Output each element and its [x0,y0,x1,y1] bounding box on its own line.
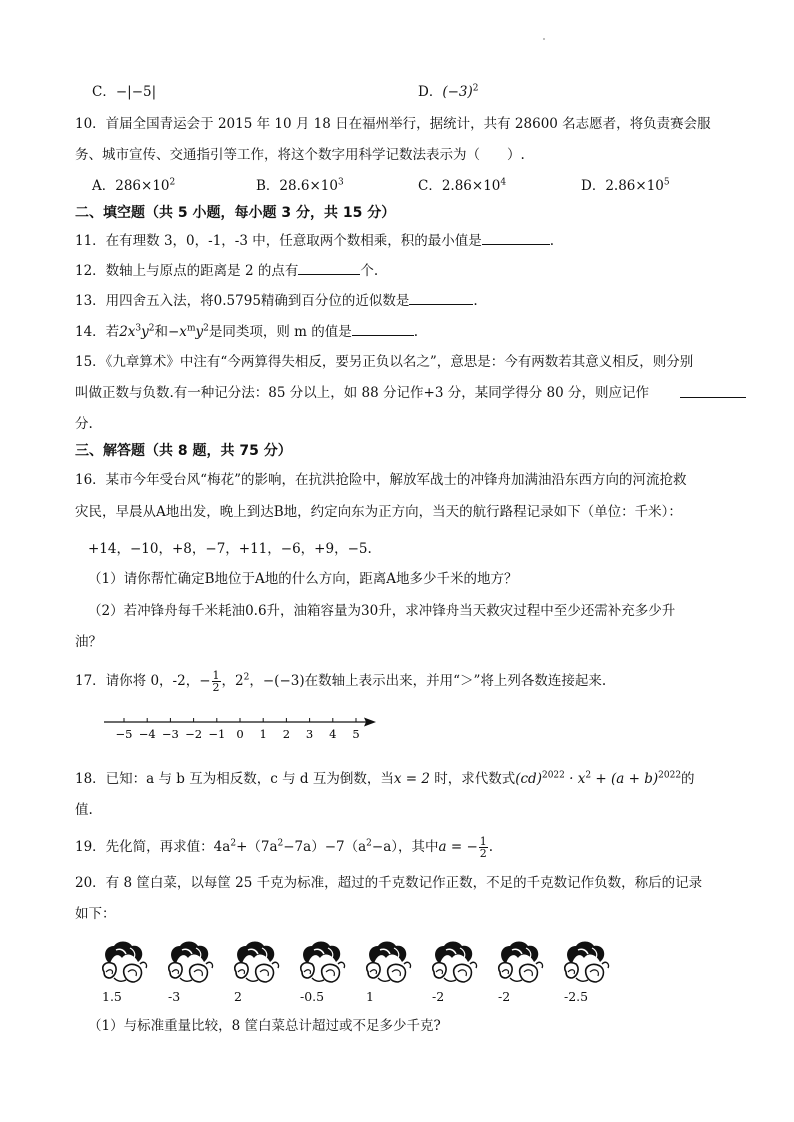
q12-text: 12．数轴上与原点的距离是 2 的点有 [75,263,299,279]
q19-exp2: 2 [277,838,284,849]
q14-term2-exp1: m [186,323,196,334]
q14-term1-y: y [141,324,149,340]
q17-frac-den: 2 [212,681,220,694]
q14-post: 是同类项，则 m 的值是 [208,324,352,340]
q17-pre: 17．请你将 0，-2，− [75,673,211,689]
q17-mid1-exp: 2 [243,672,250,683]
q18-expr-b: · x [564,771,586,787]
q19-end: . [488,839,494,855]
section-2-heading: 二、填空题（共 5 小题，每小题 3 分，共 15 分） [75,205,396,221]
cabbage-basket-icon [492,938,548,988]
q10-option-c [418,176,506,196]
q17-frac-num: 1 [212,669,220,682]
q9-option-d-exp: 2 [472,83,479,94]
cabbage-basket-icon [426,938,482,988]
number-line-tick-label: 4 [329,727,337,741]
q16-sub2a: （2）若冲锋舟每千米耗油0.6升，油箱容量为30升，求冲锋舟当天救灾过程中至少还需补充多少升 [88,603,676,619]
number-line-tick-label: −3 [161,727,179,741]
q12-end: 个. [360,263,379,279]
q16-sub2b: 油？ [75,634,102,650]
q10-option-b-label: B．28.6×10 [256,178,338,194]
q15-line1: 15．《九章算术》中注有“今两算得失相反，要另正负以名之”，意思是：今有两数若其意义相反，则分别 [75,354,694,370]
cabbage-weight-label: -0.5 [300,989,325,1004]
number-line [100,712,380,746]
q17-mid2: ，−(−3)在数轴上表示出来，并用“＞”将上列各数连接起来. [249,673,607,689]
q14-answer-blank[interactable] [352,321,414,336]
q15-answer-blank[interactable] [680,383,746,398]
q14 [75,321,418,342]
q19-m1: +（7a [236,839,278,855]
q14-term1-exp2: 2 [148,323,155,334]
q14-pre: 14．若 [75,324,120,340]
number-line-tick-label: −2 [185,727,203,741]
q10-option-a-exp: 2 [169,177,176,188]
q11-text: 11．在有理数 3，0，-1，-3 中，任意取两个数相乘，积的最小值是 [75,233,482,249]
number-line-tick-label: 2 [282,727,291,741]
q13-text: 13．用四舍五入法，将0.5795精确到百分位的近似数是 [75,293,410,309]
q18-expr-c-exp: 2022 [658,770,682,781]
number-line-tick-label: −4 [138,727,156,741]
q10-option-b [256,176,344,196]
q19 [75,836,493,859]
q14-term2-y: y [195,324,204,340]
cabbage-weight-label: -2 [498,989,511,1004]
q9-option-c-text: C．−|−5| [92,84,157,100]
q11-answer-blank[interactable] [482,230,550,245]
q11-end: . [549,233,555,249]
q15-line2-text: 叫做正数与负数.有一种记分法：85 分以上，如 88 分记作+3 分，某同学得分 80 分，则应记作 [75,385,649,401]
q19-frac-num: 1 [479,835,487,848]
cabbage-basket-icon [228,938,284,988]
q19-fraction [479,836,488,859]
q19-frac-den: 2 [479,847,487,860]
q20-line2: 如下： [75,906,116,922]
q20-line1: 20．有 8 筐白菜，以每筐 25 千克为标准，超过的千克数记作正数，不足的千克数记作负数，称后的记录 [75,875,703,891]
q18-expr-b-exp: 2 [585,770,592,781]
q10-line2: 务、城市宣传、交通指引等工作，将这个数字用科学记数法表示为（ ）. [75,147,525,163]
q9-option-c [92,82,156,102]
q10-option-d [581,176,670,196]
cabbage-basket-icon [558,938,614,988]
q16-records: +14，−10，+8，−7，+11，−6，+9，−5. [88,541,372,557]
cabbage-weight-label: -2.5 [564,989,589,1004]
q9-option-d [418,82,479,102]
cabbage-basket-icon [162,938,218,988]
q19-pre: 19．先化简，再求值：4a [75,839,231,855]
q18-condition: x = 2 [393,771,430,787]
cabbage-weight-label: -2 [432,989,445,1004]
q14-end: . [413,324,419,340]
q11 [75,230,554,251]
q17-mid1: ，2 [221,673,244,689]
q18-expr-c: + (a + b) [591,771,659,787]
q10-line1: 10．首届全国青运会于 2015 年 10 月 18 日在福州举行，据统计，共有 28600 名志愿者，将负责赛会服 [75,116,711,132]
number-line-tick-label: 3 [305,727,314,741]
q12 [75,260,378,281]
q18-mid: 时，求代数式 [429,771,516,787]
q18-expr-a: (cd) [515,771,542,787]
q19-exp1: 2 [230,838,237,849]
section-3-heading: 三、解答题（共 8 题，共 75 分） [75,443,292,459]
q19-var: a = − [438,839,478,855]
q18-line1 [75,769,695,789]
q14-term1-exp1: 3 [135,323,142,334]
q15-line2 [75,383,649,403]
q18-end: 的 [681,771,695,787]
cabbage-weight-label: -3 [168,989,181,1004]
q18-expr-a-exp: 2022 [541,770,565,781]
number-line-tick-label: 5 [352,727,360,741]
q9-option-d-expr: (−3) [442,84,473,100]
q10-option-d-exp: 5 [663,177,670,188]
q10-option-a [92,176,175,196]
q16-line2: 灾民，早晨从A地出发，晚上到达B地，约定向东为正方向，当天的航行路程记录如下（单位：千米）： [75,504,682,520]
q10-option-c-label: C．2.86×10 [418,178,501,194]
q16-sub1: （1）请你帮忙确定B地位于A地的什么方向，距离A地多少千米的地方？ [88,571,518,587]
q19-exp3: 2 [366,838,372,849]
number-line-tick-label: 0 [236,727,244,741]
q18-line2: 值. [75,802,93,818]
q13-end: . [473,293,478,309]
number-line-tick-label: −1 [208,727,226,741]
cabbage-weight-label: 1.5 [102,989,122,1004]
scan-dot [543,38,545,40]
q17 [75,670,606,693]
q10-option-b-exp: 3 [337,177,344,188]
q18-pre: 18．已知：a 与 b 互为相反数，c 与 d 互为倒数，当 [75,771,394,787]
cabbage-basket-icon [96,938,152,988]
q20-sub1: （1）与标准重量比较，8 筐白菜总计超过或不足多少千克? [88,1018,441,1034]
q14-mid: 和 [154,324,168,340]
cabbage-weight-label: 2 [234,989,242,1004]
cabbage-weight-label: 1 [366,989,374,1004]
number-line-tick-label: −5 [115,727,133,741]
cabbage-basket-icon [294,938,350,988]
q19-m2: −7a）−7（a [283,839,367,855]
q14-term1: 2x [119,324,136,340]
q14-term2-exp2: 2 [203,323,209,334]
q10-option-d-label: D．2.86×10 [581,178,664,194]
q14-term2: −x [168,324,187,340]
q15-line3: 分. [75,416,93,432]
q13 [75,290,478,311]
cabbage-basket-icon [360,938,416,988]
q12-answer-blank[interactable] [298,260,360,275]
q19-m3: −a），其中 [371,839,439,855]
q10-option-c-exp: 4 [500,177,507,188]
q9-option-d-label: D． [418,84,443,100]
q13-answer-blank[interactable] [409,290,473,305]
q10-option-a-label: A．286×10 [92,178,170,194]
number-line-tick-label: 1 [259,727,267,741]
q17-fraction [212,670,221,693]
q16-line1: 16．某市今年受台风“梅花”的影响，在抗洪抢险中，解放军战士的冲锋舟加满油沿东西方向的河流抢救 [75,472,687,488]
